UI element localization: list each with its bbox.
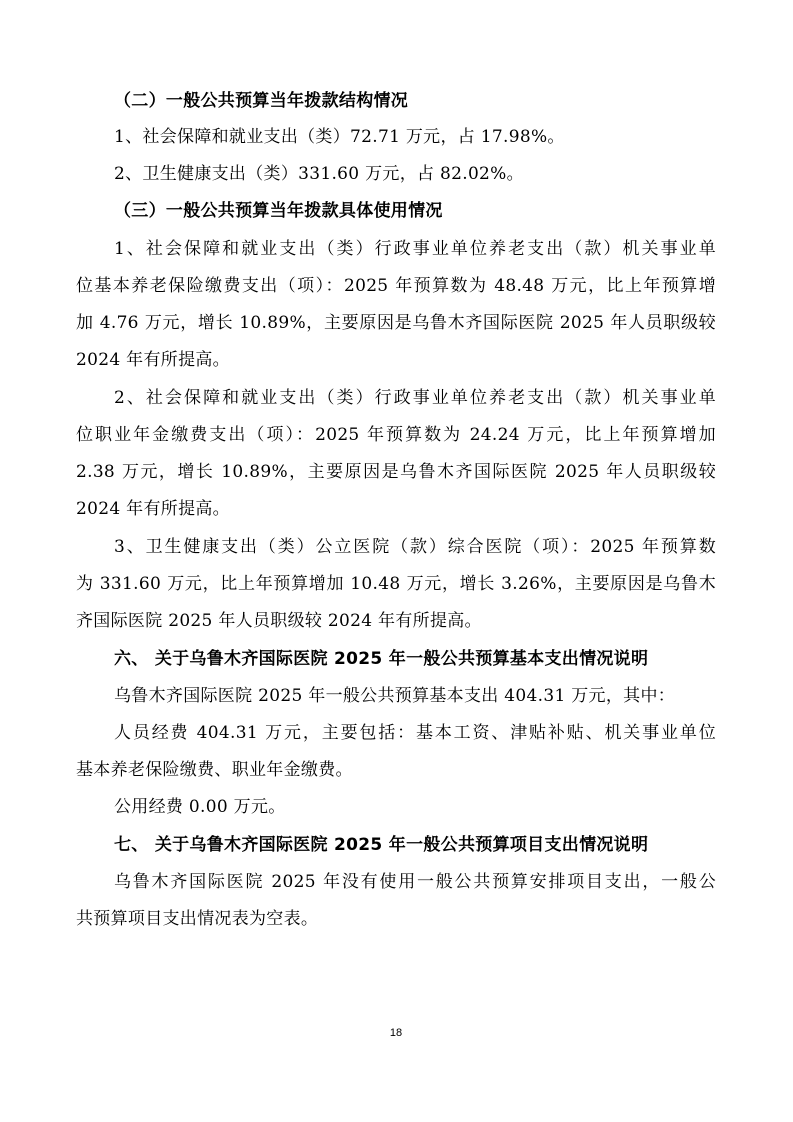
project-expenditure-line-2: 共预算项目支出情况表为空表。 <box>76 909 319 929</box>
section-heading-project-expenditure: 七、 关于乌鲁木齐国际医院 2025 年一般公共预算项目支出情况说明 <box>114 835 649 855</box>
paragraph-2-line-2: 位职业年金缴费支出（项）：2025 年预算数为 24.24 万元，比上年预算增加 <box>76 425 716 445</box>
section-heading-budget-usage: （三）一般公共预算当年拨款具体使用情况 <box>114 201 443 221</box>
paragraph-2-line-4: 2024 年有所提高。 <box>76 499 230 519</box>
page-number: 18 <box>389 1027 403 1039</box>
paragraph-1-line-2: 位基本养老保险缴费支出（项）：2025 年预算数为 48.48 万元，比上年预算增 <box>76 276 716 296</box>
paragraph-1-line-4: 2024 年有所提高。 <box>76 350 230 370</box>
section-heading-budget-structure: （二）一般公共预算当年拨款结构情况 <box>114 91 409 111</box>
paragraph-2-line-3: 2.38 万元，增长 10.89%，主要原因是乌鲁木齐国际医院 2025 年人员职级较 <box>76 462 716 482</box>
paragraph-1-line-1: 1、社会保障和就业支出（类）行政事业单位养老支出（款）机关事业单 <box>114 239 716 259</box>
paragraph-2-line-1: 2、社会保障和就业支出（类）行政事业单位养老支出（款）机关事业单 <box>114 388 716 408</box>
paragraph-3-line-1: 3、卫生健康支出（类）公立医院（款）综合医院（项）：2025 年预算数 <box>114 537 716 557</box>
personnel-expenses-line-1: 人员经费 404.31 万元，主要包括：基本工资、津贴补贴、机关事业单位 <box>114 723 716 743</box>
paragraph-1-line-3: 加 4.76 万元，增长 10.89%，主要原因是乌鲁木齐国际医院 2025 年人员职级较 <box>76 313 716 333</box>
budget-structure-item-social-security: 1、社会保障和就业支出（类）72.71 万元，占 17.98%。 <box>114 127 565 147</box>
section-heading-basic-expenditure: 六、 关于乌鲁木齐国际医院 2025 年一般公共预算基本支出情况说明 <box>114 649 649 669</box>
project-expenditure-line-1: 乌鲁木齐国际医院 2025 年没有使用一般公共预算安排项目支出，一般公 <box>114 872 716 892</box>
personnel-expenses-line-2: 基本养老保险缴费、职业年金缴费。 <box>76 760 353 780</box>
basic-expenditure-summary: 乌鲁木齐国际医院 2025 年一般公共预算基本支出 404.31 万元，其中： <box>114 686 676 706</box>
paragraph-3-line-2: 为 331.60 万元，比上年预算增加 10.48 万元，增长 3.26%，主要原因是乌鲁木 <box>76 574 716 594</box>
public-expenses: 公用经费 0.00 万元。 <box>114 797 286 817</box>
paragraph-3-line-3: 齐国际医院 2025 年人员职级较 2024 年有所提高。 <box>76 611 482 631</box>
budget-structure-item-health: 2、卫生健康支出（类）331.60 万元，占 82.02%。 <box>114 164 524 184</box>
